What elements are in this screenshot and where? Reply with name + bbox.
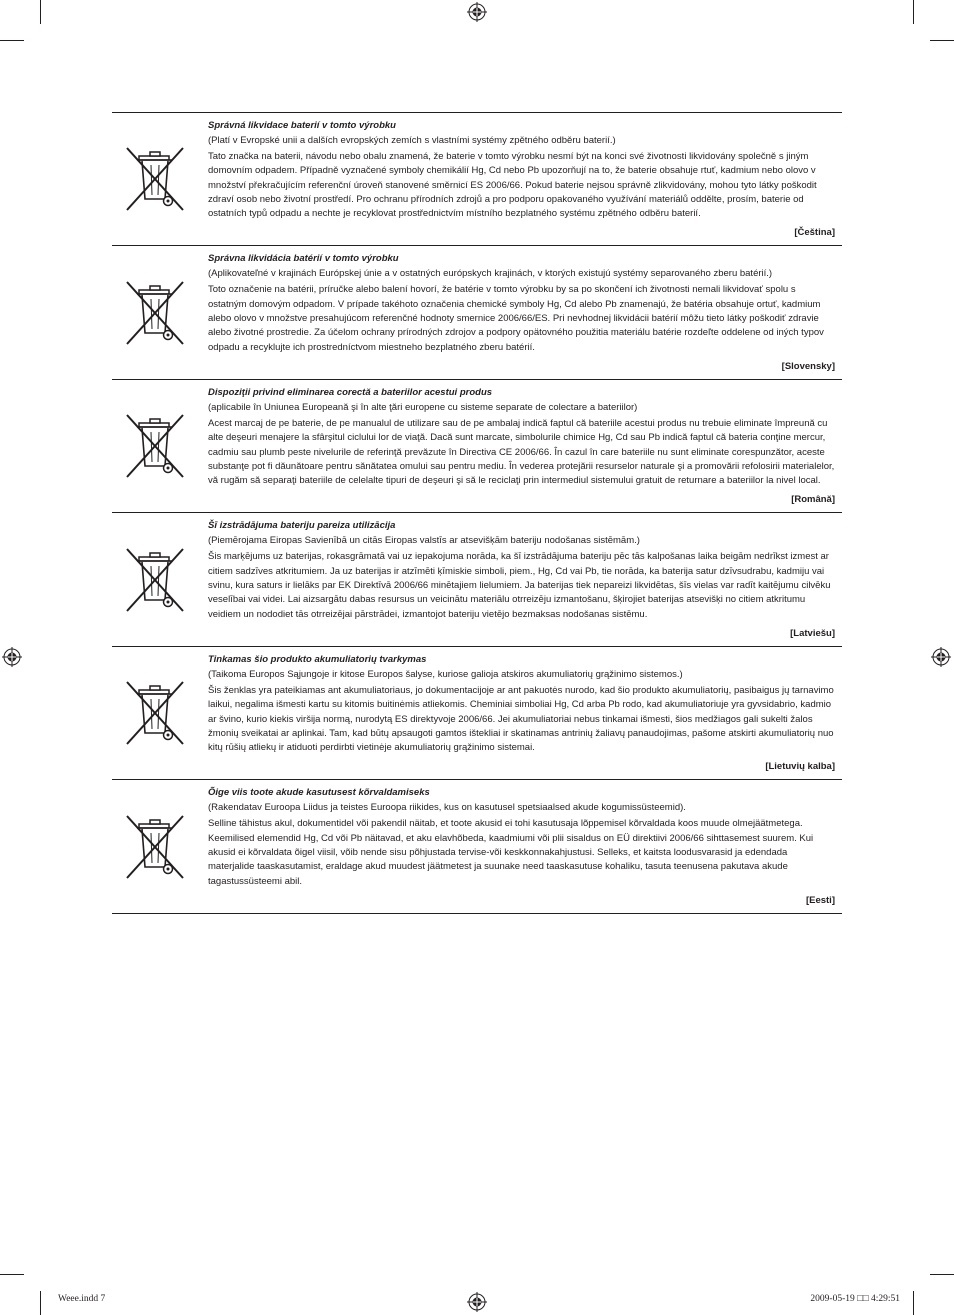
section-body: Toto označenie na batérii, príručke alebo balení hovorí, že batérie v tomto výrobku by sa po skončení ich životnosti nemali likvidovať spolu s ostatným domovým odpadom. V prípade takéhoto označenia chemické symboly Hg, Cd alebo Pb znamenajú, že batéria obsahuje ortuť, kadmium alebo olovo v množstve presahujúcom referenčné hodnoty smernice 2006/66/ES. Pri nevhodnej likvidácii batérií môžu tieto látky poškodiť zdravie alebo životné prostredie. Za účelom ochrany prírodných zdrojov a podpory opätovného použitia materiálu batérie rozdeľte oddelene od iných typov odpadu a recyklujte ich prostredníctvom miestneho bezplatného zberu batérií.	[208, 284, 824, 353]
crop-mark	[913, 0, 914, 24]
section-language: [Lietuvių kalba]	[765, 761, 835, 773]
section-body: Tato značka na baterii, návodu nebo obalu znamená, že baterie v tomto výrobku nesmí být na konci své životnosti likvidovány společně s jiným domovním odpadem. Případně vyznačené symboly chemikálií Hg, Cd nebo Pb upozorňují na to, že baterie obsahuje rtuť, kadmium nebo olovo v množství překračujícím referenční úroveň stanovené směrnicí ES 2006/66. Pokud baterie nejsou správně zlikvidovány, mohou tyto látky poškodit zdraví osob nebo životní prostředí. Pro ochranu přírodních zdrojů a pro podporu opakovaného využívání materiálů oddělte, prosím, baterie od ostatních typů odpadu a nechte je recyklovat prostřednictvím místního bezplatného systému zpětného odběru baterií.	[208, 151, 817, 220]
disposal-section	[112, 647, 842, 780]
disposal-section	[112, 246, 842, 379]
crop-mark	[913, 1291, 914, 1315]
footer-file-name: Weee.indd 7	[58, 1294, 106, 1304]
crop-mark	[930, 1274, 954, 1275]
section-title: Správna likvidácia batérií v tomto výrobku	[208, 253, 399, 265]
registration-mark-icon	[2, 647, 22, 667]
registration-mark-icon	[467, 2, 487, 22]
section-body: Acest marcaj de pe baterie, de pe manualul de utilizare sau de pe ambalaj indică faptul că bateriile acestui produs nu trebuie eliminate împreună cu alte deşeuri menajere la sfârşitul ciclului lor de viaţă. Dacă sunt marcate, simbolurile chimice Hg, Cd sau Pb indică faptul că bateria conţine mercur, cadmiu sau plumb peste nivelurile de referinţă prevăzute în Directiva CE 2006/66. În cazul în care bateriile nu sunt eliminate corespunzător, aceste substanţe pot fi dăunătoare pentru sănătatea omului sau pentru mediu. În vederea protejării resurselor naturale şi a promovării refolosirii materialelor, vă rugăm să separaţi bateriile de celelalte tipuri de deşeuri şi să le reciclaţi prin intermediul sistemului gratuit de returnare a bateriilor la nivel local.	[208, 417, 835, 487]
section-language: [Čeština]	[794, 227, 835, 239]
section-title: Tinkamas šio produkto akumuliatorių tvarkymas	[208, 653, 427, 665]
crossed-wheelie-bin-icon	[123, 679, 187, 747]
crossed-wheelie-bin-icon	[123, 546, 187, 614]
crossed-wheelie-bin-icon	[123, 412, 187, 480]
section-subtitle: (aplicabile în Uniunea Europeană şi în alte ţări europene cu sisteme separate de colectare a bateriilor)	[208, 401, 638, 413]
section-subtitle: (Taikoma Europos Sąjungoje ir kitose Europos šalyse, kuriose galioja atskiros akumuliatorių grąžinimo sistemos.)	[208, 668, 683, 680]
registration-mark-icon	[467, 1292, 487, 1312]
battery-disposal-sections	[112, 112, 842, 914]
crop-mark	[930, 40, 954, 41]
crossed-wheelie-bin-icon	[123, 279, 187, 347]
section-body: Selline tähistus akul, dokumentidel või pakendil näitab, et toote akusid ei tohi kasutusaja lõppemisel kõrvaldada koos muude olmejäätmetega. Keemilised elemendid Hg, Cd või Pb näitavad, et aku elavhõbeda, kaadmiumi või plii sisaldus on EÜ direktiivi 2006/66 sihttasemest suurem. Kui akusid ei kõrvaldata õigel viisil, võib nende sisu põhjustada tervise-või keskkonnakahjustusi. Selleks, et kaitsta loodusvarasid ja edendada materjalide taaskasutamist, eraldage akud muudest jäätmetest ja suunake need taaskasutuse kohaliku, tasuta teenusena pakutava akude tagastussüsteemi abil.	[208, 818, 814, 887]
section-subtitle: (Platí v Evropské unii a dalších evropských zemích s vlastními systémy zpětného odběru baterií.)	[208, 135, 616, 146]
section-subtitle: (Piemērojama Eiropas Savienībā un citās Eiropas valstīs ar atsevišķām bateriju nodošanas sistēmām.)	[208, 535, 640, 547]
section-body: Šis ženklas yra pateikiamas ant akumuliatoriaus, jo dokumentacijoje ar ant pakuotės nurodo, kad šio produkto akumuliatorių, pasibaigus jų tarnavimo laikui, negalima išmesti kartu su kitomis buitinėmis atliekomis. Cheminiai simboliai Hg, Cd arba Pb rodo, kad akumuliatoriuje yra gyvsidabrio, kadmio ar švino, kurio kiekis viršija normą, nurodytą ES direktyvoje 2006/66. Jei akumuliatoriai nebus tinkamai išmesti, šios medžiagos gali sukelti žalos žmonių sveikatai ar aplinkai. Tam, kad būtų apsaugoti gamtos ištekliai ir skatinamas antrinių žaliavų panaudojimas, pašome atskirti akumuliatorių nuo kitų rūšių atliekų ir atiduoti perdirbti vietinėje akumuliatorių grąžinimo sistemai.	[208, 684, 834, 754]
section-title: Správná likvidace baterií v tomto výrobku	[208, 120, 396, 131]
disposal-section	[112, 380, 842, 513]
crossed-wheelie-bin-icon	[123, 813, 187, 881]
section-language: [Română]	[791, 494, 835, 506]
disposal-section	[112, 780, 842, 913]
section-language: [Latviešu]	[790, 627, 835, 639]
registration-mark-icon	[931, 647, 951, 667]
footer-timestamp: 2009-05-19 □□ 4:29:51	[810, 1294, 900, 1304]
section-subtitle: (Rakendatav Euroopa Liidus ja teistes Euroopa riikides, kus on kasutusel spetsiaalsed akude kogumissüsteemid).	[208, 802, 686, 814]
crop-mark	[40, 1291, 41, 1315]
disposal-section	[112, 513, 842, 646]
section-title: Šī izstrādājuma bateriju pareiza utilizācija	[208, 520, 396, 532]
section-language: [Eesti]	[805, 894, 835, 906]
section-title: Dispoziţii privind eliminarea corectă a bateriilor acestui produs	[208, 386, 493, 398]
section-language: [Slovensky]	[781, 360, 835, 372]
crop-mark	[0, 40, 24, 41]
crop-mark	[0, 1274, 24, 1275]
section-body: Šis marķējums uz baterijas, rokasgrāmatā vai uz iepakojuma norāda, ka šī izstrādājuma bateriju pēc tās kalpošanas laika beigām nedrīkst izmest ar citiem sadzīves atkritumiem. Ja uz baterijas ir atzīmēti ķīmiskie simboli, piem., Hg, Cd vai Pb, tie norāda, ka baterija satur dzīvsudrabu, kadmiju vai svinu, kura saturs ir lielāks par EK Direktīvā 2006/66 minētajiem lielumiem. Ja baterijas tiek nepareizi likvidētas, šīs vielas var radīt kaitējumu cilvēku veselībai vai videi. Lai aizsargātu dabas resursus un veicinātu materiālu otrreizēju izmantošanu, šķirojiet baterijas atsevišķi no citiem atkritumu veidiem un nododiet tās otrreizējai pārstrādei, izmantojot bateriju vietējo bezmaksas nodošanas sistēmu.	[208, 551, 831, 620]
crossed-wheelie-bin-icon	[123, 145, 187, 213]
section-subtitle: (Aplikovateľné v krajinách Európskej únie a v ostatných európskych krajinách, v ktorých existujú systémy separovaného zberu batérií.)	[208, 268, 773, 280]
disposal-section	[112, 113, 842, 246]
crop-mark	[40, 0, 41, 24]
section-title: Õige viis toote akude kasutusest kõrvaldamiseks	[208, 787, 430, 799]
